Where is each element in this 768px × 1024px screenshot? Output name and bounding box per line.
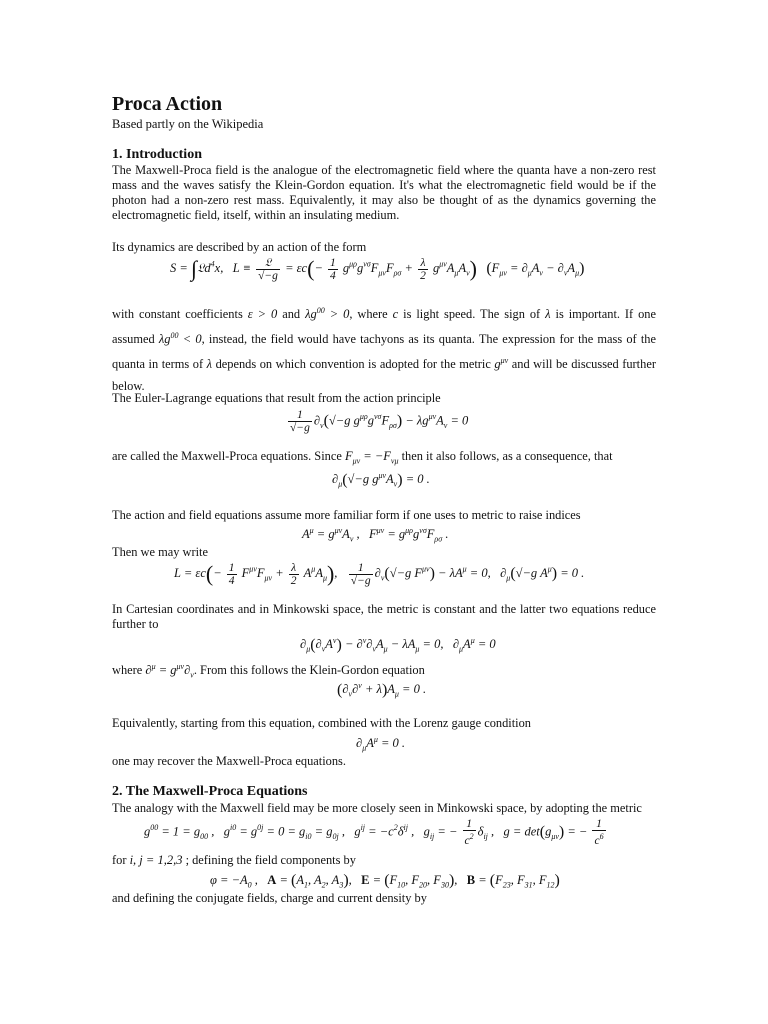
euler-lagrange-text: The Euler-Lagrange equations that result from the action principle (112, 391, 441, 405)
euler-lagrange-equation: $\frac{1}{√-g}$ $\partial_\nu(√-g$ $g^{\mu\rho}g^{\nu\sigma}F_{\rho\sigma}) - \lambda g^{\mu\nu}A_\nu = 0$ (290, 409, 469, 434)
intro-paragraph: The Maxwell-Proca field is the analogue of the electromagnetic field where the quanta have a non-zero rest mass and the waves satisfy the Klein-Gordon equation. It's what the electromagnetic field would be if the photon had a non-zero rest mass. Equivalently, it may also be thought of as the dynamics governing the electromagnetic field, itself, within an insulating medium. (112, 163, 656, 222)
minkowski-field-equations: $\partial_\mu(\partial_\nu A^\nu) - \partial^\nu\partial_\nu A_\mu - \lambda A_\mu = 0$, $\partial_\mu A^\mu = 0$ (300, 636, 496, 654)
action-equation: S = ∫𝔏d$^4$x, L ≡ $\frac{\text{𝔏}}{√-g}$ = εc(− $\frac{1}{4}$ $g^{\mu\rho}g^{\nu\sigma}F_{\mu\nu}F_{\rho\sigma}$ + $\frac{\lambda}{2}$ $g^{\mu\nu}A_\mu A_\nu$) $(F_{\mu\nu} = \partial_\mu A_\nu - \partial_\nu A_\mu)$ (170, 256, 585, 282)
constants-text-a: with constant coefficients (112, 307, 243, 322)
for-text-a: for (112, 853, 127, 867)
constants-text-f: , instead, the field would have tachyons as its quanta. The expression for the mass of the quanta in terms of (112, 332, 656, 372)
where-line: where $\partial^\mu = g^{\mu\nu}\partial_\nu$. From this follows the Klein-Gordon equation (112, 662, 425, 680)
current-conservation-equation: $\partial_\mu(√-g$ $g^{\mu\nu}A_\nu) = 0$ . (332, 471, 430, 489)
constants-text-c: , where (349, 307, 388, 322)
for-text-b: ; defining the field components by (185, 853, 356, 867)
section-heading-introduction: 1. Introduction (112, 147, 202, 162)
conjugate-fields-text: and defining the conjugate fields, charge and current density by (112, 891, 427, 905)
constants-paragraph: with constant coefficients ε > 0 and $\lambda g^{00} > 0$, where c is light speed. The sign of λ is important. If one assumed $\lambda g^{00} < 0$, instead, the field would have tachyons as its quanta. The expression for the mass of the quanta in terms of λ depends on which convention is adopted for the metric $g^{\mu\nu}$ and will be discussed further below. (112, 306, 657, 394)
metric-equation: $g^{00} = 1 = g_{00}$ , $g^{i0} = g^{0j} = 0 = g_{i0} = g_{0j}$ , $g^{ij} = -c^2\delta^{ij}$ , $g_{ij}$ = − $\frac{1}{c^2}$ $\delta_{ij}$ , $g = \det(g_{\mu\nu})$ = − $\frac{1}{c^6}$ (144, 818, 604, 847)
familiar-form-text: The action and field equations assume more familiar form if one uses to metric to raise indices (112, 508, 581, 522)
action-intro-text: Its dynamics are described by an action of the form (112, 240, 367, 254)
constants-text-b: and (282, 307, 301, 322)
equivalently-text: Equivalently, starting from this equation, combined with the Lorenz gauge condition (112, 716, 532, 730)
then-write-text: Then we may write (112, 545, 208, 559)
constants-text-d: is light speed. The sign of (403, 307, 541, 322)
cartesian-text: In Cartesian coordinates and in Minkowski space, the metric is constant and the latter two equations reduce further to (112, 602, 656, 631)
where-text-a: where (112, 663, 143, 678)
called-text-a: are called the Maxwell-Proca equations. Since (112, 449, 342, 463)
field-components-equation: $\varphi = -A_0$ , $A = (A_1$, $A_2$, $A_3$), $E = (F_{10}$, $F_{20}$, $F_{30}$), $B = (F_{23}$, $F_{31}$, $F_{12}$) (210, 872, 560, 890)
maxwell-proca-since-line: are called the Maxwell-Proca equations. Since $F_{\mu\nu} = -F_{\nu\mu}$ then it also follows, as a consequence, that (112, 449, 613, 466)
recover-text: one may recover the Maxwell-Proca equations. (112, 754, 346, 768)
section-heading-maxwell-proca: 2. The Maxwell-Proca Equations (112, 784, 308, 799)
analogy-text: The analogy with the Maxwell field may be more closely seen in Minkowski space, by adopting the metric (112, 801, 642, 815)
constants-text-h: and will be discussed further below. (112, 357, 656, 394)
where-text-b: . From this follows the Klein-Gordon equation (193, 663, 425, 678)
constants-text-g: depends on which convention is adopted for the metric (215, 357, 491, 372)
called-text-b: then it also follows, as a consequence, that (401, 449, 613, 463)
page-subtitle: Based partly on the Wikipedia (112, 117, 264, 131)
page-title: Proca Action (112, 93, 223, 115)
raise-indices-equation: $A^\mu = g^{\mu\nu}A_\nu$ , $F^{\mu\nu} = g^{\mu\rho}g^{\nu\sigma}F_{\rho\sigma}$ . (302, 526, 449, 544)
lorenz-gauge-equation: $\partial_\mu A^\mu = 0$ . (356, 735, 406, 753)
for-indices-line: for i, j = 1,2,3 ; defining the field components by (112, 853, 356, 867)
constants-text-e: is important. If one assumed (112, 307, 657, 347)
klein-gordon-equation: $(\partial_\nu\partial^\nu + \lambda)A_\mu = 0$ . (337, 681, 427, 699)
lagrangian-raised-equation: L = εc(− $\frac{1}{4}$ $F^{\mu\nu}F_{\mu\nu}$ + $\frac{\lambda}{2}$ $A^\mu A_\mu$), $\frac{1}{√-g}$ $\partial_\nu(√-g$ $F^{\mu\nu}) - \lambda A^\mu = 0$, $\partial_\mu(√-g$ $A^\mu) = 0$ . (174, 561, 585, 587)
